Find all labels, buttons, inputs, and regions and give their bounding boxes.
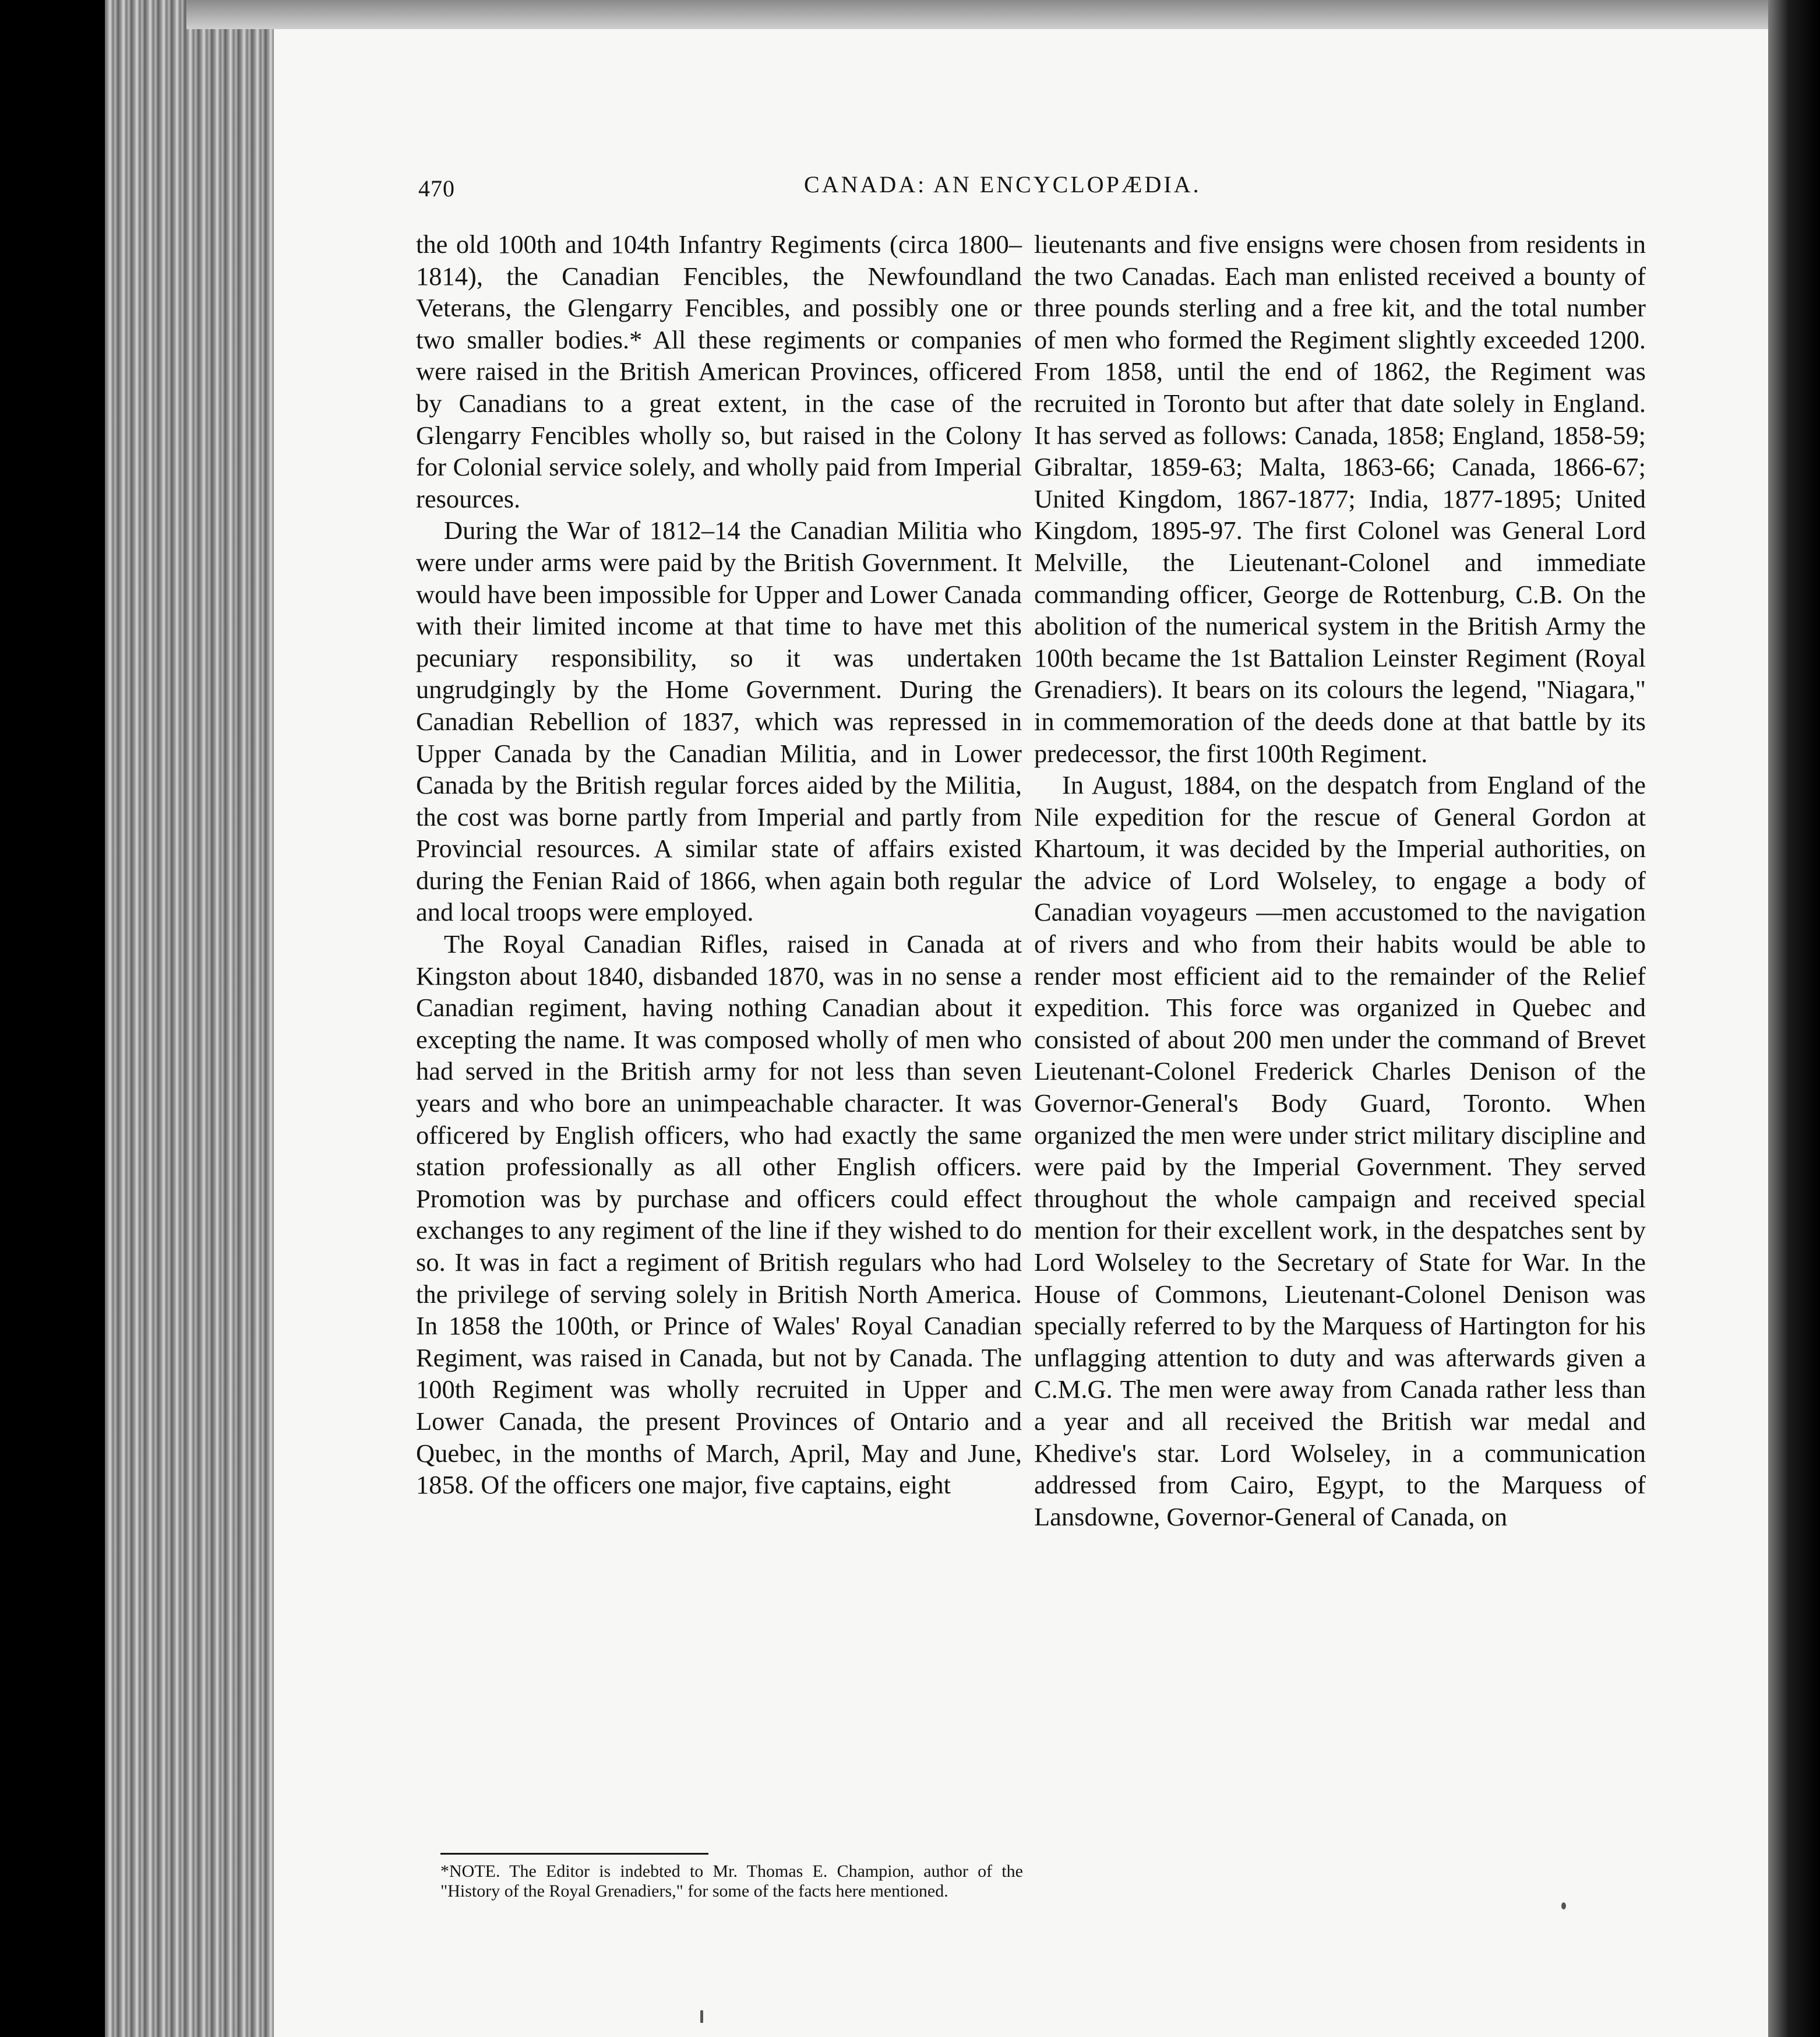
paragraph: During the War of 1812–14 the Canadian Militia who were under arms were paid by the British Government. It would have been impossible for Upper and Lower Canada with their limited income at that time to have met this pecuniary responsibility, so it was undertaken ungrudgingly by the Home Government. During the Canadian Rebellion of 1837, which was repressed in Upper Canada by the Canadian Militia, and in Lower Canada by the British regular forces aided by the Militia, the cost was borne partly from Imperial and partly from Provincial resources. A similar state of affairs existed during the Fenian Raid of 1866, when again both regular and local troops were employed. bbox=[416, 516, 1022, 927]
paragraph: the old 100th and 104th Infantry Regiments (circa 1800–1814), the Canadian Fencibles, the Newfoundland Veterans, the Glengarry Fencibles, and possibly one or two smaller bodies.* All these regiments or companies were raised in the British American Provinces, officered by Canadians to a great extent, in the case of the Glengarry Fencibles wholly so, but raised in the Colony for Colonial service solely, and wholly paid from Imperial resources. bbox=[416, 230, 1022, 513]
print-speck bbox=[1561, 1902, 1566, 1909]
running-head: CANADA: AN ENCYCLOPÆDIA. bbox=[804, 171, 1201, 198]
footnote: *NOTE. The Editor is indebted to Mr. Thomas E. Champion, author of the "History of the Royal Grenadiers," for some of the facts here mentioned. bbox=[440, 1862, 1023, 1901]
footnote-divider bbox=[440, 1853, 708, 1855]
right-column bbox=[1034, 228, 1646, 1532]
page-number: 470 bbox=[418, 175, 455, 202]
left-column bbox=[416, 228, 1022, 1501]
paragraph: The Royal Canadian Rifles, raised in Canada at Kingston about 1840, disbanded 1870, was in no sense a Canadian regiment, having nothing Canadian about it excepting the name. It was composed wholly of men who had served in the British army for not less than seven years and who bore an unimpeachable character. It was officered by English officers, who had exactly the same station professionally as all other English officers. Promotion was by purchase and officers could effect exchanges to any regiment of the line if they wished to do so. It was in fact a regiment of British regulars who had the privilege of serving solely in British North America. In 1858 the 100th, or Prince of Wales' Royal Canadian Regiment, was raised in Canada, but not by Canada. The 100th Regiment was wholly recruited in Upper and Lower Canada, the present Provinces of Ontario and Quebec, in the months of March, April, May and June, 1858. Of the officers one major, five captains, eight bbox=[416, 929, 1022, 1500]
paragraph: lieutenants and five ensigns were chosen from residents in the two Canadas. Each man enlisted received a bounty of three pounds sterling and a free kit, and the total number of men who formed the Regiment slightly exceeded 1200. From 1858, until the end of 1862, the Regiment was recruited in Toronto but after that date solely in England. It has served as follows: Canada, 1858; England, 1858-59; Gibraltar, 1859-63; Malta, 1863-66; Canada, 1866-67; United Kingdom, 1867-1877; India, 1877-1895; United Kingdom, 1895-97. The first Colonel was General Lord Melville, the Lieutenant-Colonel and immediate commanding officer, George de Rottenburg, C.B. On the abolition of the numerical system in the British Army the 100th became the 1st Battalion Leinster Regiment (Royal Grenadiers). It bears on its colours the legend, "Niagara," in commemoration of the deeds done at that battle by its predecessor, the first 100th Regiment. bbox=[1034, 230, 1646, 768]
book-page bbox=[274, 29, 1789, 2037]
print-speck bbox=[700, 2010, 703, 2023]
paragraph: In August, 1884, on the despatch from England of the Nile expedition for the rescue of General Gordon at Khartoum, it was decided by the Imperial authorities, on the advice of Lord Wolseley, to engage a body of Canadian voyageurs —men accustomed to the navigation of rivers and who from their habits would be able to render most efficient aid to the remainder of the Relief expedition. This force was organized in Quebec and consisted of about 200 men under the command of Brevet Lieutenant-Colonel Frederick Charles Denison of the Governor-General's Body Guard, Toronto. When organized the men were under strict military discipline and were paid by the Imperial Government. They served throughout the whole campaign and received special mention for their excellent work, in the despatches sent by Lord Wolseley to the Secretary of State for War. In the House of Commons, Lieutenant-Colonel Denison was specially referred to by the Marquess of Hartington for his unflagging attention to duty and was afterwards given a C.M.G. The men were away from Canada rather less than a year and all received the British war medal and Khedive's star. Lord Wolseley, in a communication addressed from Cairo, Egypt, to the Marquess of Lansdowne, Governor-General of Canada, on bbox=[1034, 770, 1646, 1531]
book-top-edge bbox=[186, 0, 1794, 29]
page-gutter-shadow bbox=[1768, 0, 1820, 2037]
book-page-edges bbox=[105, 0, 280, 2037]
